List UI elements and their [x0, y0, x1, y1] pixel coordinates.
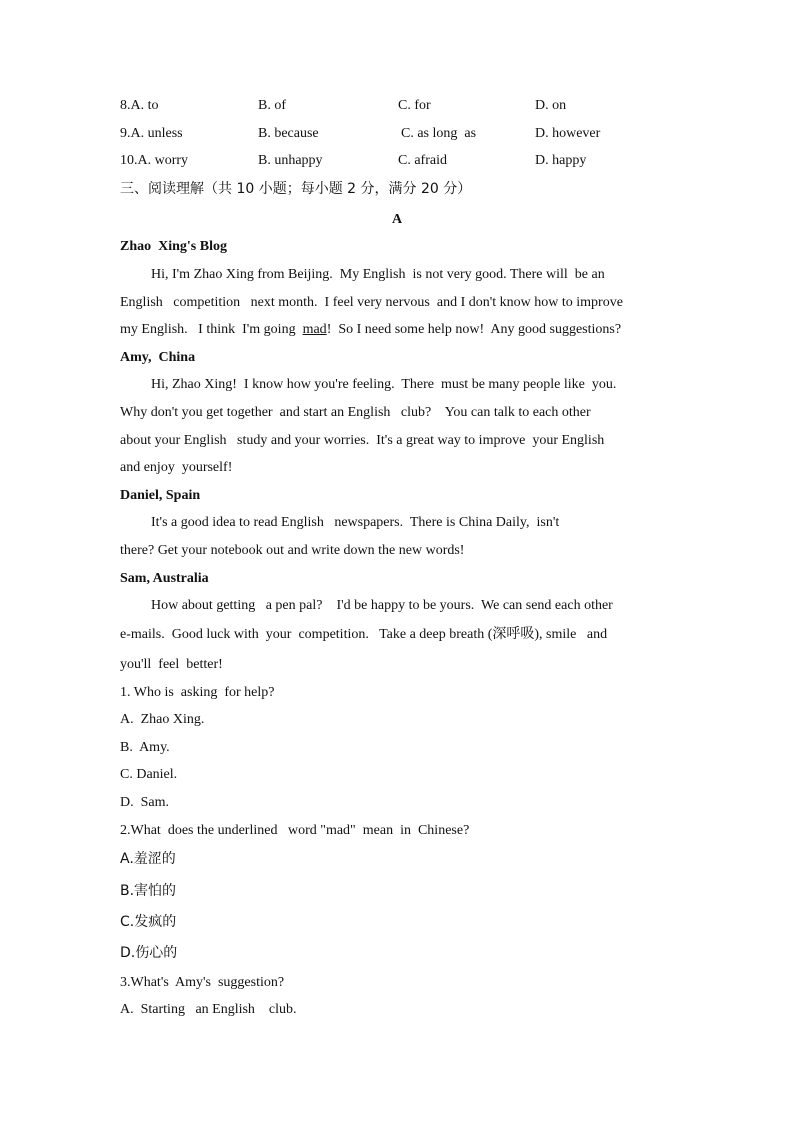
sam-reply-line: How about getting a pen pal? I'd be happy to be yours. We can send each other [151, 598, 613, 613]
option-9b: B. because [258, 126, 319, 141]
question-3: 3.What's Amy's suggestion? [120, 975, 285, 990]
option-10d: D. happy [535, 153, 587, 168]
question-2-option-a: A.羞涩的 [120, 851, 176, 867]
question-1-option-c: C. Daniel. [120, 767, 178, 782]
blog-post-line: English competition next month. I feel very nervous and I don't know how to improve [120, 295, 623, 310]
option-8d: D. on [535, 98, 567, 113]
question-1-option-a: A. Zhao Xing. [120, 712, 205, 727]
option-10a: 10.A. worry [120, 153, 189, 168]
text-segment: ! So I need some help now! Any good suggestions? [326, 322, 622, 337]
daniel-reply-line: It's a good idea to read English newspapers. There is China Daily, isn't [151, 515, 560, 530]
reply-author-amy: Amy, China [120, 350, 196, 365]
option-8b: B. of [258, 98, 286, 113]
daniel-reply-line: there? Get your notebook out and write down the new words! [120, 543, 465, 558]
sam-reply-line: you'll feel better! [120, 657, 223, 672]
option-8c: C. for [398, 98, 431, 113]
section-header: 三、阅读理解（共 10 小题；每小题 2 分，满分 20 分） [120, 181, 472, 197]
reply-author-daniel: Daniel, Spain [120, 488, 201, 503]
text-segment: my English. I think I'm going [120, 322, 303, 337]
blog-post-line [120, 321, 621, 339]
question-2-option-b: B.害怕的 [120, 883, 177, 899]
passage-label: A [391, 212, 403, 227]
amy-reply-line: about your English study and your worries. It's a great way to improve your English [120, 433, 605, 448]
question-1-option-d: D. Sam. [120, 795, 169, 810]
option-9a: 9.A. unless [120, 126, 183, 141]
sam-reply-line: e-mails. Good luck with your competition. Take a deep breath (深呼吸), smile and [120, 627, 608, 642]
amy-reply-line: Why don't you get together and start an English club? You can talk to each other [120, 405, 591, 420]
question-2: 2.What does the underlined word "mad" mean in Chinese? [120, 823, 470, 838]
option-9d: D. however [535, 126, 601, 141]
amy-reply-line: Hi, Zhao Xing! I know how you're feeling. There must be many people like you. [151, 377, 617, 392]
reply-author-sam: Sam, Australia [120, 571, 209, 586]
question-2-option-c: C.发疯的 [120, 914, 177, 930]
option-8a: 8.A. to [120, 98, 159, 113]
blog-post-line: Hi, I'm Zhao Xing from Beijing. My English is not very good. There will be an [151, 267, 605, 282]
option-10c: C. afraid [398, 153, 447, 168]
question-1: 1. Who is asking for help? [120, 685, 275, 700]
option-9c: C. as long as [401, 126, 477, 141]
underlined-word: mad [302, 322, 327, 337]
option-10b: B. unhappy [258, 153, 323, 168]
amy-reply-line: and enjoy yourself! [120, 460, 233, 475]
question-3-option-a: A. Starting an English club. [120, 1002, 297, 1017]
question-1-option-b: B. Amy. [120, 740, 170, 755]
question-2-option-d: D.伤心的 [120, 945, 178, 961]
blog-title: Zhao Xing's Blog [120, 239, 227, 254]
